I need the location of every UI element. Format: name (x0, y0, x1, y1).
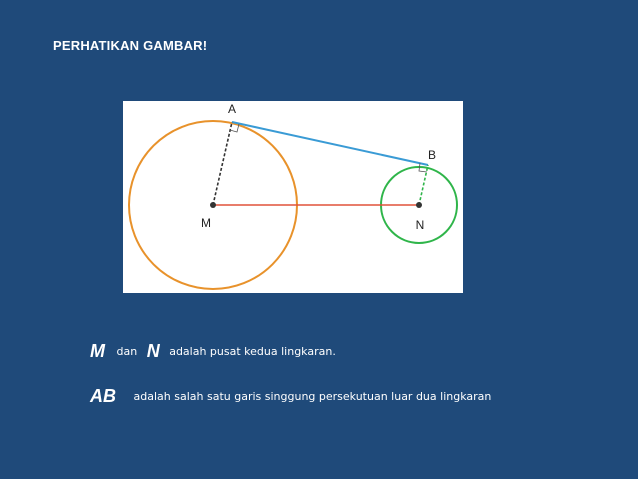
symbol-n: N (146, 341, 160, 361)
symbol-m: M (90, 341, 105, 361)
statement-tangent-text: adalah salah satu garis singgung persekutuan luar dua lingkaran (133, 390, 492, 403)
statement-centers (90, 341, 336, 362)
tangent-line-ab (232, 122, 428, 165)
center-point-n (416, 202, 422, 208)
center-point-m (210, 202, 216, 208)
diagram-svg (123, 101, 463, 293)
label-b: B (427, 148, 437, 162)
statement-tangent (90, 386, 491, 407)
radius-ma (213, 122, 232, 205)
page-title: PERHATIKAN GAMBAR! (53, 38, 208, 53)
label-m: M (201, 216, 211, 230)
word-dan: dan (116, 345, 138, 358)
circles-diagram (123, 101, 463, 293)
statement-centers-text: adalah pusat kedua lingkaran. (169, 345, 336, 358)
symbol-ab: AB (90, 386, 116, 406)
label-n: N (415, 218, 425, 232)
label-a: A (227, 102, 237, 116)
